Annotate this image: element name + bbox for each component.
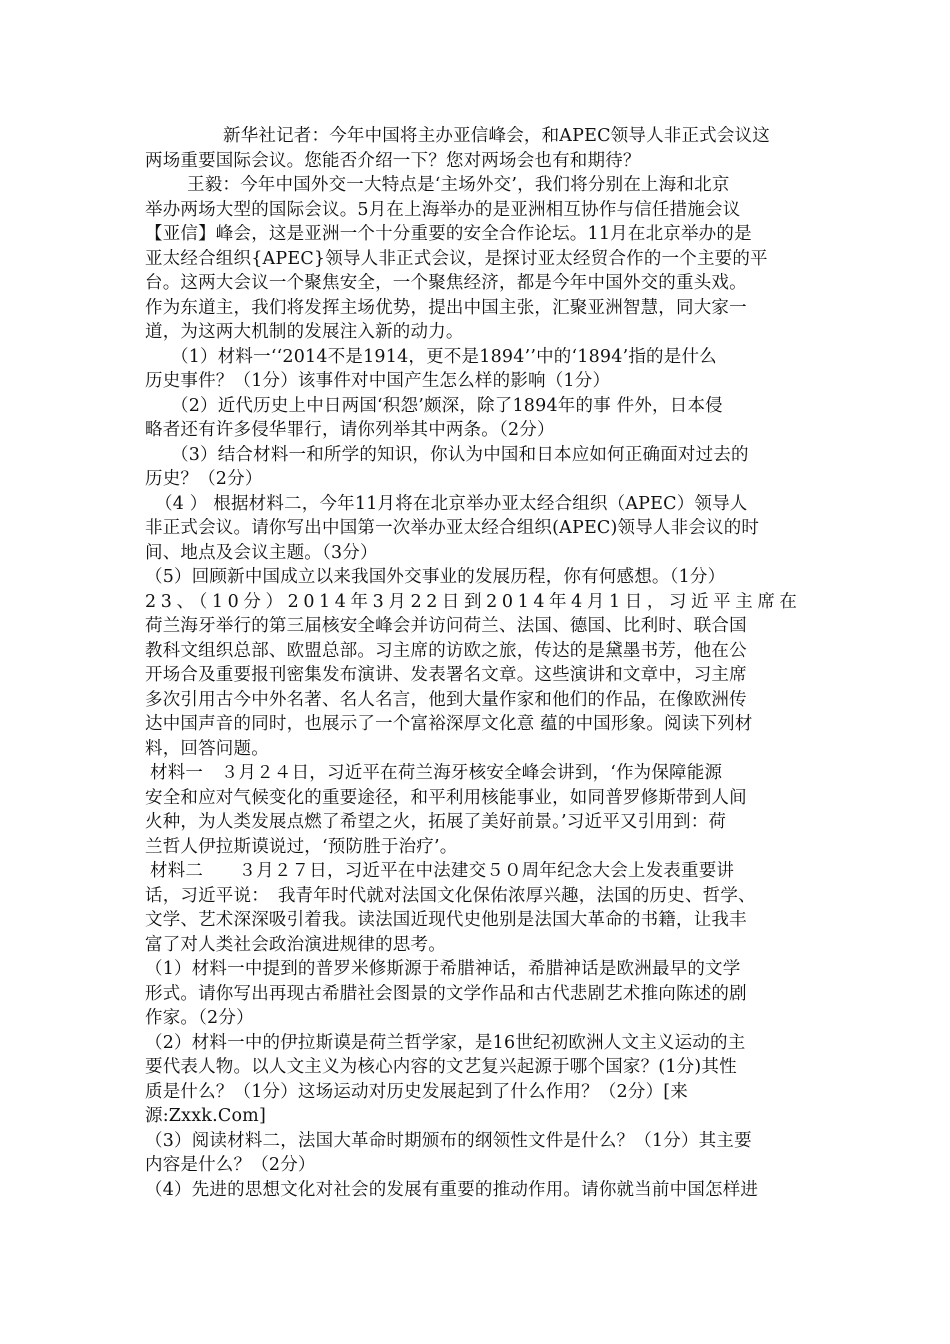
text-line: 新华社记者：今年中国将主办亚信峰会，和APEC领导人非正式会议这 <box>223 126 770 146</box>
text-line: 【亚信】峰会，这是亚洲一个十分重要的安全合作论坛。11月在北京举办的是 <box>145 224 752 244</box>
question-line: （3）阅读材料二，法国大革命时期颁布的纲领性文件是什么？（1分）其主要 <box>145 1130 752 1151</box>
text-line: 台。这两大会议一个聚焦安全，一个聚焦经济，都是今年中国外交的重头戏。 <box>145 273 747 293</box>
text-line: 历史事件？（1分）该事件对中国产生怎么样的影响（1分） <box>145 371 611 391</box>
text-line: 历史？（2分） <box>145 469 263 489</box>
text-line: 质是什么？（1分）这场运动对历史发展起到了什么作用？（2分）[来 <box>145 1081 688 1102</box>
text-line: 要代表人物。以人文主义为核心内容的文艺复兴起源于哪个国家？(1分)其性 <box>145 1057 737 1077</box>
question-line: （2）材料一中的伊拉斯谟是荷兰哲学家，是16世纪初欧洲人文主义运动的主 <box>145 1032 746 1053</box>
text-line: 道，为这两大机制的发展注入新的动力。 <box>145 322 464 342</box>
text-line: 内容是什么？（2分） <box>145 1155 316 1175</box>
text-line: 亚太经合组织{APEC}领导人非正式会议，是探讨亚太经贸合作的一个主要的平 <box>145 248 768 269</box>
text-line: 安全和应对气候变化的重要途径，和平利用核能事业，如同普罗修斯带到人间 <box>145 787 747 808</box>
text-line: 开场合及重要报刊密集发布演讲、发表署名文章。这些演讲和文章中，习主席 <box>145 665 747 685</box>
question-heading: 23、（10分）2014年3月22日到2014年4月1日，习近平主席在 <box>145 591 802 612</box>
text-line: 王毅：今年中国外交一大特点是‘主场外交’，我们将分别在上海和北京 <box>187 175 730 195</box>
text-line: 略者还有许多侵华罪行，请你列举其中两条。（2分） <box>145 420 555 440</box>
text-line: 话，习近平说： 我青年时代就对法国文化保佑浓厚兴趣，法国的历史、哲学、 <box>145 885 756 906</box>
question-line: （4）先进的思想文化对社会的发展有重要的推动作用。请你就当前中国怎样进 <box>145 1179 759 1200</box>
text-line: 兰哲人伊拉斯谟说过，‘预防胜于治疗’。 <box>145 836 458 857</box>
text-line: 作为东道主，我们将发挥主场优势，提出中国主张，汇聚亚洲智慧，同大家一 <box>145 297 747 318</box>
document-body <box>145 124 810 1202</box>
text-line: 料，回答问题。 <box>145 738 269 759</box>
question-line: （1）材料一‘‘2014不是1914，更不是1894’’中的‘1894’指的是什么 <box>171 346 717 367</box>
question-line: （4 ） 根据材料二，今年11月将在北京举办亚太经合组织（APEC）领导人 <box>155 493 748 514</box>
text-line: 源:Zxxk.Com] <box>145 1106 267 1126</box>
text-line: 荷兰海牙举行的第三届核安全峰会并访问荷兰、法国、德国、比利时、联合国 <box>145 616 747 636</box>
text-line: 达中国声音的同时，也展示了一个富裕深厚文化意 蕴的中国形象。阅读下列材 <box>145 714 753 734</box>
text-line: 富了对人类社会政治演进规律的思考。 <box>145 934 446 955</box>
question-line: （2）近代历史上中日两国‘积怨’颇深，除了1894年的事 件外，日本侵 <box>171 395 723 416</box>
text-line: 文学、艺术深深吸引着我。读法国近现代史他别是法国大革命的书籍，让我丰 <box>145 910 747 930</box>
text-line: 多次引用古今中外名著、名人名言，他到大量作家和他们的作品，在像欧洲传 <box>145 689 747 710</box>
question-line: （1）材料一中提到的普罗米修斯源于希腊神话，希腊神话是欧洲最早的文学 <box>145 959 741 979</box>
text-line: 教科文组织总部、欧盟总部。习主席的访欧之旅，传达的是黛墨书芳，他在公 <box>145 640 747 661</box>
text-line: 两场重要国际会议。您能否介绍一下？您对两场会也有和期待？ <box>145 150 641 171</box>
text-line: 作家。（2分） <box>145 1008 254 1028</box>
text-line: 间、地点及会议主题。（3分） <box>145 542 378 563</box>
text-line: 非正式会议。请你写出中国第一次举办亚太经合组织(APEC)领导人非会议的时 <box>145 518 760 538</box>
text-line: 举办两场大型的国际会议。5月在上海举办的是亚洲相互协作与信任措施会议 <box>145 199 741 220</box>
text-line: 火种，为人类发展点燃了希望之火，拓展了美好前景。’习近平又引用到：荷 <box>145 812 727 832</box>
question-line: （5）回顾新中国成立以来我国外交事业的发展历程，你有何感想。（1分） <box>145 567 726 587</box>
material-line: 材料二 ３月２７日，习近平在中法建交５０周年纪念大会上发表重要讲 <box>150 861 735 881</box>
question-line: （3）结合材料一和所学的知识，你认为中国和日本应如何正确面对过去的 <box>171 444 749 465</box>
text-line: 形式。请你写出再现古希腊社会图景的文学作品和古代悲剧艺术推向陈述的剧 <box>145 983 747 1004</box>
material-line: 材料一 ３月２４日，习近平在荷兰海牙核安全峰会讲到，‘作为保障能源 <box>150 763 723 783</box>
